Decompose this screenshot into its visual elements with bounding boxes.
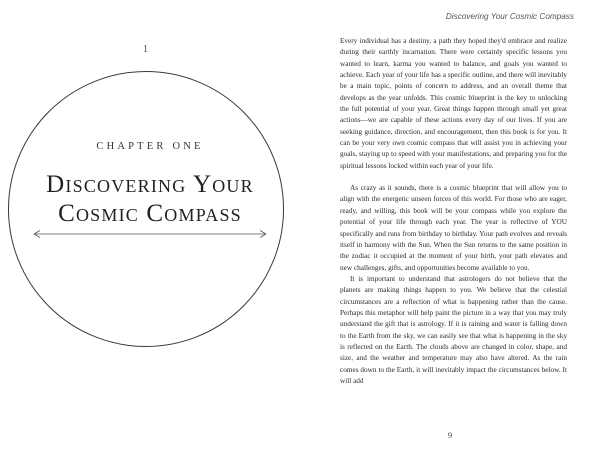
body-text: [340, 36, 567, 387]
running-head: Discovering Your Cosmic Compass: [445, 12, 574, 21]
paragraph: It is important to understand that astrologers do not believe that the planets are making things happen to you. We believe that the celestial circumstances are a reflection of what is happening rather than the cause. Perhaps this metaphor will help paint the picture in a way that you may truly understand the gift that is astrology. If it is raining and water is falling down to the Earth from the sky, we can easily see that what is happening in the sky is reflected on the Earth. The clouds above are changed in color, shape, and size, and the weather and temperature may also have altered. As the rain comes down to the Earth, it will inevitably impact the circumstances below. It will add: [340, 274, 567, 385]
chapter-title-line-1: Discovering Your: [46, 171, 254, 198]
paragraph: Every individual has a destiny, a path they hoped they'd embrace and realize during their earthly incarnation. There were certainly specific lessons you wanted to learn, karma you wanted to balance, and goals you wanted to achieve. Each year of your life has a specific outline, and there will inevitably be a main topic, points of concern to address, and an overall theme that develops as the year unfolds. This cosmic blueprint is the key to unlocking the full potential of your year. Great things happen through small yet great actions—we are capable of these actions every day of our lives. If you are seeking guidance, direction, and encouragement, then this book is for you. It can be your very own cosmic compass that will assist you in achieving your goals, staying up to speed with your manifestations, and preparing you for the spiritual lessons locked within each year of your life.: [340, 37, 567, 170]
right-page: [300, 0, 600, 450]
paragraph: As crazy as it sounds, there is a cosmic blueprint that will allow you to align with the energetic unseen forces of this world. For those who are eager, ready, and willing, this book will be your compass while you explore the potential of your life through each year. The year is reflective of YOU specifically and runs from birthday to birthday. Your path evolves and reveals itself in harmony with the Sun. When the Sun returns to the same position in the zodiac it occupied at the moment of your birth, your path elevates and new challenges, gifts, and opportunities become available to you.: [340, 184, 567, 272]
chapter-label-text: CHAPTER ONE: [96, 141, 204, 152]
chapter-label: [0, 141, 300, 152]
right-page-number: 9: [447, 430, 453, 440]
chapter-title: [0, 170, 300, 228]
chapter-title-line-2: Cosmic Compass: [58, 200, 242, 227]
left-page-number: 1: [143, 44, 148, 55]
double-arrow-rule-icon: [30, 228, 270, 240]
